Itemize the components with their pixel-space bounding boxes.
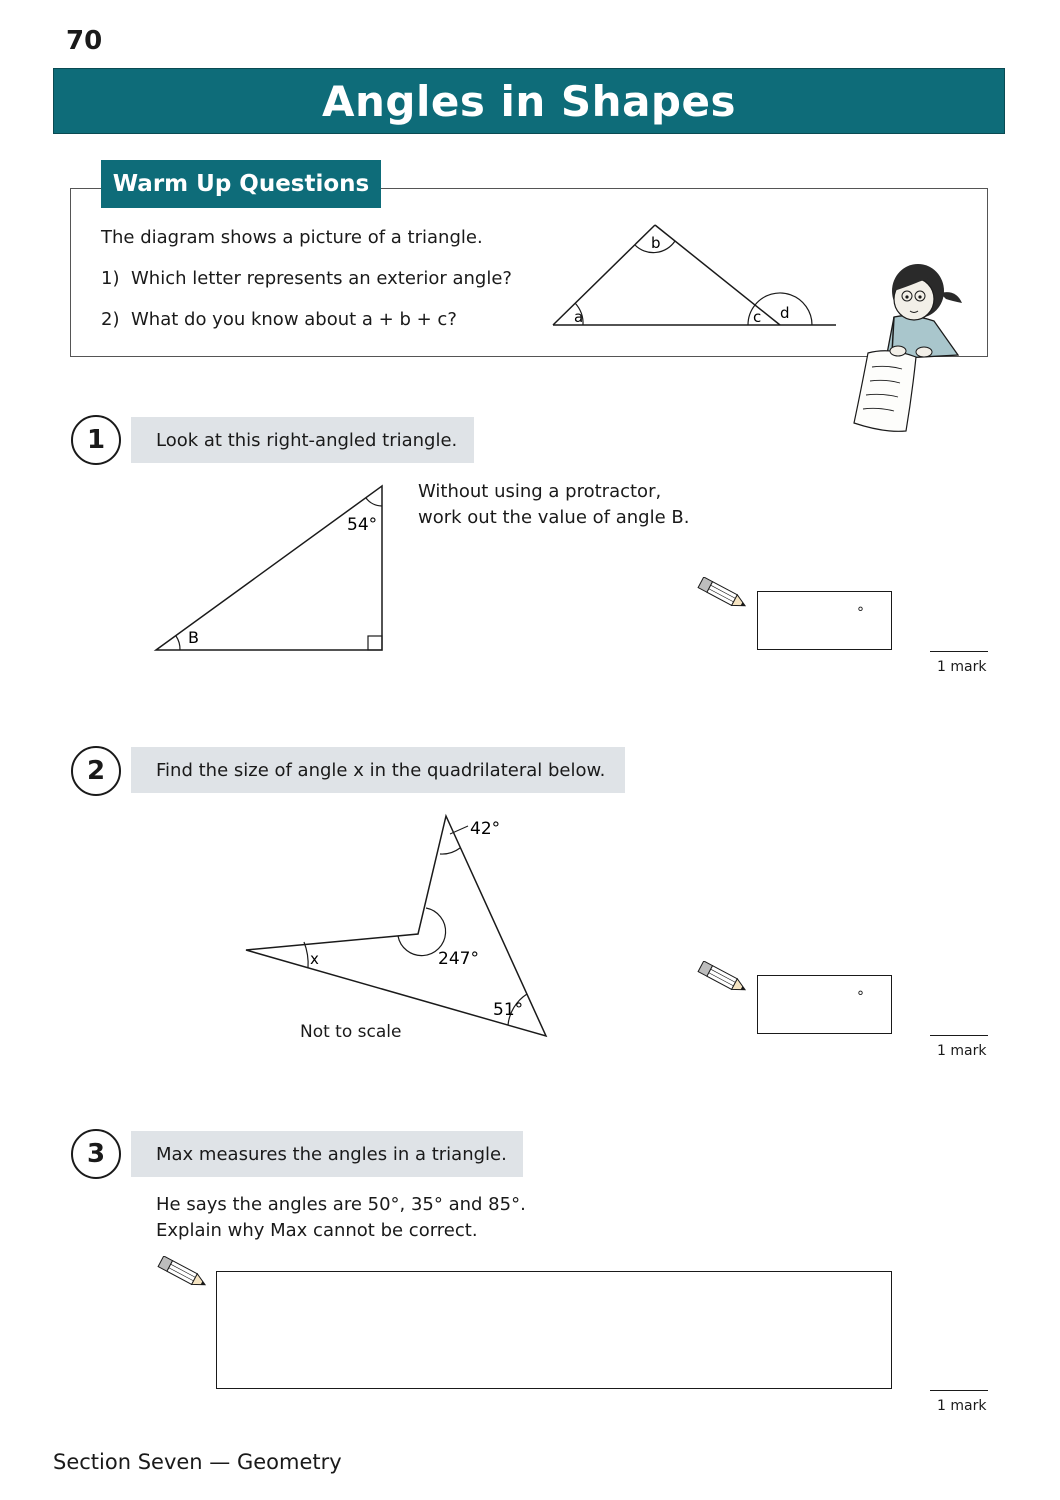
question-3-answer-box[interactable] bbox=[216, 1271, 892, 1389]
angle-label-x: x bbox=[310, 950, 319, 968]
label-c: c bbox=[753, 308, 762, 326]
warm-up-heading: Warm Up Questions bbox=[112, 171, 370, 197]
pencil-icon bbox=[154, 1256, 212, 1290]
question-1-mark-line bbox=[930, 651, 988, 652]
question-number-2: 2 bbox=[71, 746, 121, 796]
question-2-answer-unit: ° bbox=[857, 989, 864, 1005]
question-3-mark-line bbox=[930, 1390, 988, 1391]
angle-label-247: 247° bbox=[438, 949, 479, 969]
warm-up-q1-number: 1) bbox=[101, 268, 120, 289]
label-d: d bbox=[780, 304, 790, 322]
warm-up-q1-text: Which letter represents an exterior angle? bbox=[131, 268, 512, 289]
question-number-3: 3 bbox=[71, 1129, 121, 1179]
question-2-mark-line bbox=[930, 1035, 988, 1036]
right-triangle-diagram bbox=[150, 480, 390, 656]
warm-up-q2-number: 2) bbox=[101, 309, 120, 330]
question-3-line2: Explain why Max cannot be correct. bbox=[156, 1220, 478, 1241]
question-1-instruction-line2: work out the value of angle B. bbox=[418, 507, 690, 528]
section-footer: Section Seven — Geometry bbox=[53, 1450, 342, 1474]
pencil-icon bbox=[694, 961, 752, 995]
warm-up-triangle-diagram bbox=[545, 215, 845, 335]
pencil-icon bbox=[694, 577, 752, 611]
warm-up-q2-text: What do you know about a + b + c? bbox=[131, 309, 457, 330]
question-number-1: 1 bbox=[71, 415, 121, 465]
quadrilateral-diagram bbox=[240, 810, 555, 1042]
question-1-prompt: Look at this right-angled triangle. bbox=[131, 417, 474, 463]
angle-label-42: 42° bbox=[470, 819, 501, 839]
title-banner bbox=[53, 68, 1005, 134]
angle-label-54: 54° bbox=[347, 515, 378, 535]
page-title: Angles in Shapes bbox=[322, 76, 736, 126]
question-3-prompt: Max measures the angles in a triangle. bbox=[131, 1131, 523, 1177]
question-2-prompt: Find the size of angle x in the quadrilateral below. bbox=[131, 747, 625, 793]
question-3-mark: 1 mark bbox=[937, 1398, 987, 1414]
vertex-label-b: B bbox=[188, 628, 199, 647]
question-1-answer-unit: ° bbox=[857, 605, 864, 621]
question-3-line1: He says the angles are 50°, 35° and 85°. bbox=[156, 1194, 526, 1215]
warm-up-intro: The diagram shows a picture of a triangle. bbox=[101, 227, 483, 248]
warm-up-tab bbox=[101, 160, 381, 208]
question-1-mark: 1 mark bbox=[937, 659, 987, 675]
girl-writing-illustration bbox=[850, 255, 965, 435]
question-2-mark: 1 mark bbox=[937, 1043, 987, 1059]
angle-label-51: 51° bbox=[493, 1000, 524, 1020]
not-to-scale-note: Not to scale bbox=[300, 1022, 402, 1042]
question-2-answer-box[interactable] bbox=[757, 975, 892, 1034]
label-a: a bbox=[574, 308, 584, 326]
page-number: 70 bbox=[66, 26, 103, 56]
question-1-instruction-line1: Without using a protractor, bbox=[418, 481, 662, 502]
label-b: b bbox=[651, 234, 661, 252]
question-1-answer-box[interactable] bbox=[757, 591, 892, 650]
